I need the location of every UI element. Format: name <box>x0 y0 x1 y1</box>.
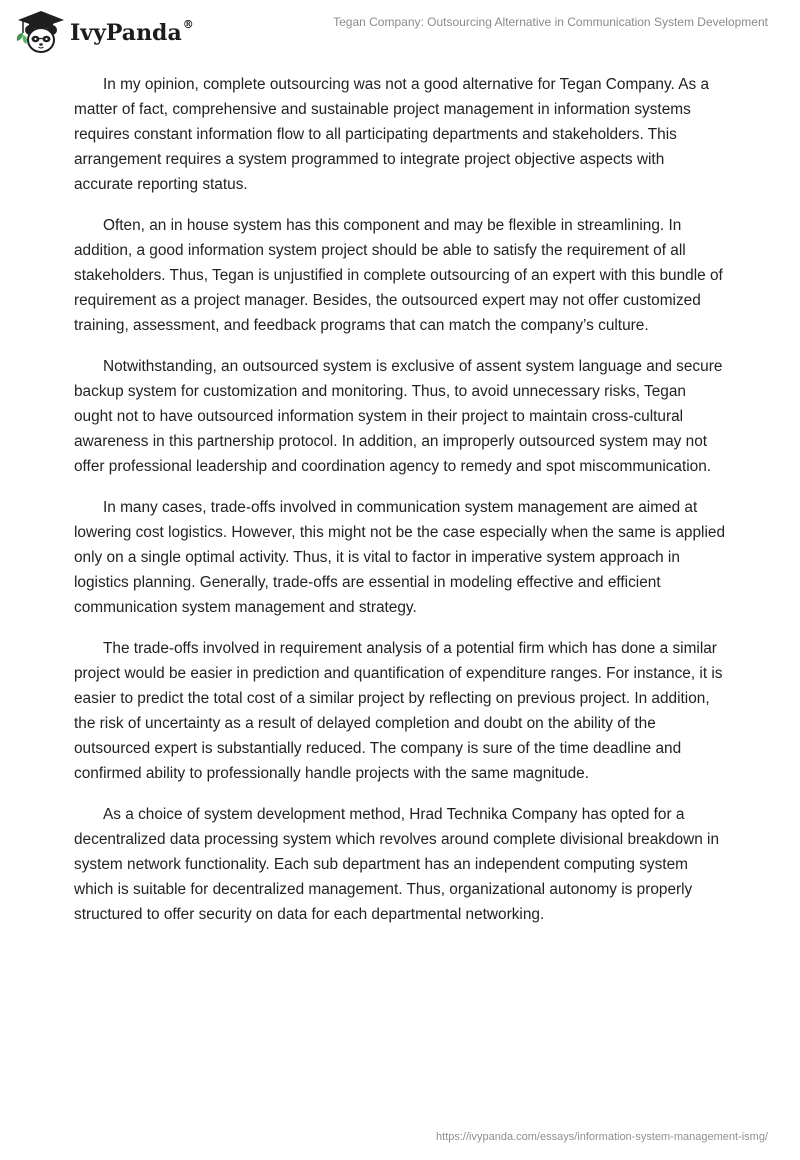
source-url-link[interactable]: https://ivypanda.com/essays/information-system-management-ismg/ <box>436 1131 768 1143</box>
panda-graduate-icon <box>14 9 68 55</box>
paragraph-3: Notwithstanding, an outsourced system is exclusive of assent system language and secure backup system for customization and monitoring. Thus, to avoid unnecessary risks, Tegan ought not to have outsourced information system in their project to maintain cross-cultural awareness in this partnership protocol. In addition, an improperly outsourced system may not offer professional leadership and coordination agency to remedy and spot miscommunication. <box>74 358 723 475</box>
page-header <box>0 0 800 60</box>
paragraph-5: The trade-offs involved in requirement analysis of a potential firm which has done a similar project would be easier in prediction and quantification of expenditure ranges. For instance, it is easier to predict the total cost of a similar project by reflecting on previous project. In addition, the risk of uncertainty as a result of delayed completion and doubt on the ability of the outsourced expert is substantially reduced. The company is sure of the time deadline and confirmed ability to professionally handle projects with the same magnitude. <box>74 640 723 782</box>
document-title: Tegan Company: Outsourcing Alternative in Communication System Development <box>333 15 768 29</box>
brand-name <box>70 20 194 46</box>
ivypanda-logo[interactable] <box>14 9 194 55</box>
registered-mark: ® <box>182 18 194 31</box>
paragraph-2: Often, an in house system has this component and may be flexible in streamlining. In addition, a good information system project should be able to satisfy the requirement of all stakeholders. Thus, Tegan is unjustified in complete outsourcing of an expert with this bundle of requirement as a project manager. Besides, the outsourced expert may not offer customized training, assessment, and feedback programs that can match the company’s culture. <box>74 217 723 334</box>
brand-name-text: IvyPanda <box>70 20 182 46</box>
paragraph-1: In my opinion, complete outsourcing was not a good alternative for Tegan Company. As a matter of fact, comprehensive and sustainable project management in information systems requires constant information flow to all participating departments and stakeholders. This arrangement requires a system programmed to integrate project objective aspects with accurate reporting status. <box>74 76 710 193</box>
paragraph-4: In many cases, trade-offs involved in communication system management are aimed at lowering cost logistics. However, this might not be the case especially when the same is applied only on a single optimal activity. Thus, it is vital to factor in imperative system approach in logistics planning. Generally, trade-offs are essential in modeling effective and efficient communication system management and strategy. <box>74 499 726 616</box>
paragraph-6: As a choice of system development method, Hrad Technika Company has opted for a decentralized data processing system which revolves around complete divisional breakdown in system network functionality. Each sub department has an independent computing system which is suitable for decentralized management. Thus, organizational autonomy is properly structured to offer security on data for each departmental networking. <box>74 806 720 923</box>
essay-body <box>74 72 726 943</box>
